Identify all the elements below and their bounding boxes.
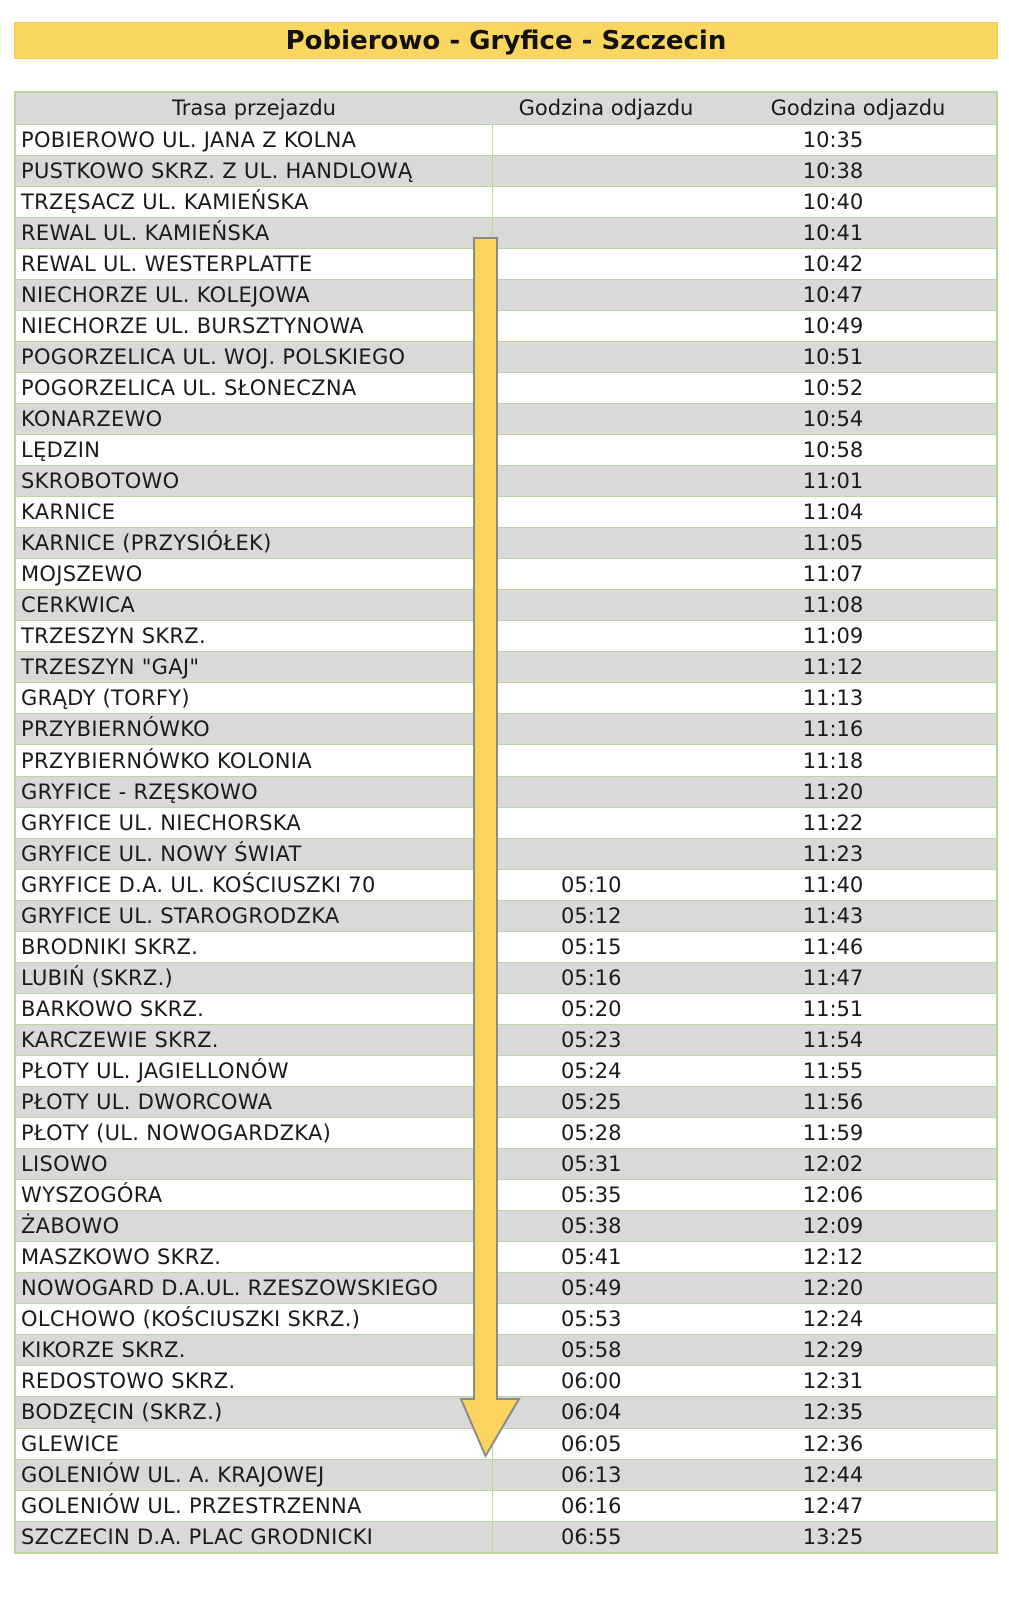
departure-time-2: 10:41: [720, 217, 996, 248]
table-row: [16, 652, 996, 683]
departure-time-1: [492, 714, 720, 745]
departure-time-1: 05:25: [492, 1087, 720, 1118]
stop-name: GRYFICE - RZĘSKOWO: [16, 776, 492, 807]
departure-time-1: [492, 838, 720, 869]
departure-time-1: [492, 652, 720, 683]
stop-name: LĘDZIN: [16, 435, 492, 466]
departure-time-2: 10:49: [720, 310, 996, 341]
departure-time-1: [492, 372, 720, 403]
stop-name: GLEWICE: [16, 1428, 492, 1459]
timetable: [14, 91, 998, 1554]
departure-time-2: 10:40: [720, 186, 996, 217]
departure-time-2: 11:43: [720, 900, 996, 931]
departure-time-2: 12:09: [720, 1211, 996, 1242]
stop-name: KARNICE (PRZYSIÓŁEK): [16, 528, 492, 559]
departure-time-1: 06:00: [492, 1366, 720, 1397]
stop-name: TRZESZYN "GAJ": [16, 652, 492, 683]
departure-time-2: 12:12: [720, 1242, 996, 1273]
departure-time-1: [492, 341, 720, 372]
departure-time-2: 11:07: [720, 559, 996, 590]
stop-name: CERKWICA: [16, 590, 492, 621]
departure-time-2: 11:59: [720, 1118, 996, 1149]
stop-name: PŁOTY UL. DWORCOWA: [16, 1087, 492, 1118]
stop-name: SKROBOTOWO: [16, 466, 492, 497]
departure-time-2: 12:35: [720, 1397, 996, 1428]
departure-time-1: 05:16: [492, 962, 720, 993]
stop-name: POBIEROWO UL. JANA Z KOLNA: [16, 124, 492, 155]
table-row: [16, 1273, 996, 1304]
stop-name: POGORZELICA UL. WOJ. POLSKIEGO: [16, 341, 492, 372]
table-row: [16, 962, 996, 993]
stop-name: BODZĘCIN (SKRZ.): [16, 1397, 492, 1428]
departure-time-1: [492, 403, 720, 434]
stop-name: POGORZELICA UL. SŁONECZNA: [16, 372, 492, 403]
departure-time-2: 11:23: [720, 838, 996, 869]
departure-time-1: 05:53: [492, 1304, 720, 1335]
stop-name: LISOWO: [16, 1149, 492, 1180]
table-row: [16, 124, 996, 155]
timetable-title: Pobierowo - Gryfice - Szczecin: [285, 25, 727, 56]
stop-name: PUSTKOWO SKRZ. Z UL. HANDLOWĄ: [16, 155, 492, 186]
departure-time-2: 12:06: [720, 1180, 996, 1211]
departure-time-1: 05:15: [492, 931, 720, 962]
departure-time-1: [492, 248, 720, 279]
stop-name: PŁOTY UL. JAGIELLONÓW: [16, 1055, 492, 1086]
table-row: [16, 1304, 996, 1335]
departure-time-2: 10:51: [720, 341, 996, 372]
departure-time-2: 11:46: [720, 931, 996, 962]
table-row: [16, 714, 996, 745]
departure-time-2: 11:56: [720, 1087, 996, 1118]
departure-time-2: 11:20: [720, 776, 996, 807]
table-row: [16, 807, 996, 838]
departure-time-2: 12:20: [720, 1273, 996, 1304]
table-row: [16, 155, 996, 186]
header-row: [16, 93, 996, 124]
table-row: [16, 466, 996, 497]
departure-time-1: 05:58: [492, 1335, 720, 1366]
departure-time-1: 05:28: [492, 1118, 720, 1149]
table-row: [16, 1024, 996, 1055]
stop-name: GRYFICE UL. STAROGRODZKA: [16, 900, 492, 931]
departure-time-2: 12:02: [720, 1149, 996, 1180]
departure-time-2: 10:52: [720, 372, 996, 403]
departure-time-1: 05:49: [492, 1273, 720, 1304]
departure-time-2: 11:18: [720, 745, 996, 776]
table-row: [16, 372, 996, 403]
stop-name: KARNICE: [16, 497, 492, 528]
table-row: [16, 776, 996, 807]
table-row: [16, 528, 996, 559]
stop-name: GOLENIÓW UL. PRZESTRZENNA: [16, 1490, 492, 1521]
departure-time-2: 10:42: [720, 248, 996, 279]
departure-time-2: 11:04: [720, 497, 996, 528]
table-row: [16, 217, 996, 248]
table-row: [16, 1366, 996, 1397]
table-row: [16, 1428, 996, 1459]
table-row: [16, 497, 996, 528]
table-row: [16, 186, 996, 217]
departure-time-1: [492, 279, 720, 310]
table-row: [16, 1180, 996, 1211]
departure-time-1: [492, 559, 720, 590]
stop-name: NOWOGARD D.A.UL. RZESZOWSKIEGO: [16, 1273, 492, 1304]
table-row: [16, 931, 996, 962]
departure-time-1: 06:05: [492, 1428, 720, 1459]
stop-name: GRYFICE D.A. UL. KOŚCIUSZKI 70: [16, 869, 492, 900]
stop-name: KIKORZE SKRZ.: [16, 1335, 492, 1366]
stop-name: MOJSZEWO: [16, 559, 492, 590]
stop-name: NIECHORZE UL. KOLEJOWA: [16, 279, 492, 310]
departure-time-2: 11:51: [720, 993, 996, 1024]
stop-name: REWAL UL. WESTERPLATTE: [16, 248, 492, 279]
departure-time-2: 12:36: [720, 1428, 996, 1459]
stop-name: KARCZEWIE SKRZ.: [16, 1024, 492, 1055]
departure-time-2: 11:16: [720, 714, 996, 745]
table-row: [16, 1521, 996, 1552]
departure-time-2: 11:05: [720, 528, 996, 559]
table-row: [16, 838, 996, 869]
departure-time-2: 12:24: [720, 1304, 996, 1335]
departure-time-1: 06:13: [492, 1459, 720, 1490]
stop-name: OLCHOWO (KOŚCIUSZKI SKRZ.): [16, 1304, 492, 1335]
departure-time-2: 12:47: [720, 1490, 996, 1521]
departure-time-1: 05:35: [492, 1180, 720, 1211]
departure-time-1: 05:38: [492, 1211, 720, 1242]
stop-name: GRYFICE UL. NOWY ŚWIAT: [16, 838, 492, 869]
stop-name: GOLENIÓW UL. A. KRAJOWEJ: [16, 1459, 492, 1490]
departure-time-2: 13:25: [720, 1521, 996, 1552]
departure-time-1: [492, 683, 720, 714]
stop-name: GRYFICE UL. NIECHORSKA: [16, 807, 492, 838]
stop-name: ŻABOWO: [16, 1211, 492, 1242]
departure-time-1: [492, 466, 720, 497]
departure-time-2: 10:58: [720, 435, 996, 466]
departure-time-1: 06:16: [492, 1490, 720, 1521]
departure-time-1: 05:10: [492, 869, 720, 900]
departure-time-1: [492, 435, 720, 466]
departure-time-2: 11:47: [720, 962, 996, 993]
table-row: [16, 403, 996, 434]
table-row: [16, 1397, 996, 1428]
departure-time-2: 10:38: [720, 155, 996, 186]
table-row: [16, 1211, 996, 1242]
departure-time-1: 05:20: [492, 993, 720, 1024]
departure-time-1: [492, 310, 720, 341]
stop-name: GRĄDY (TORFY): [16, 683, 492, 714]
stop-name: SZCZECIN D.A. PLAC GRODNICKI: [16, 1521, 492, 1552]
departure-time-2: 12:29: [720, 1335, 996, 1366]
departure-time-2: 11:13: [720, 683, 996, 714]
stop-name: LUBIŃ (SKRZ.): [16, 962, 492, 993]
table-row: [16, 1149, 996, 1180]
departure-time-1: [492, 155, 720, 186]
table-row: [16, 900, 996, 931]
stop-name: BRODNIKI SKRZ.: [16, 931, 492, 962]
stop-name: PŁOTY (UL. NOWOGARDZKA): [16, 1118, 492, 1149]
table-row: [16, 1335, 996, 1366]
departure-time-1: 05:41: [492, 1242, 720, 1273]
stop-name: BARKOWO SKRZ.: [16, 993, 492, 1024]
departure-time-1: [492, 807, 720, 838]
stop-name: REDOSTOWO SKRZ.: [16, 1366, 492, 1397]
table-row: [16, 621, 996, 652]
stop-name: NIECHORZE UL. BURSZTYNOWA: [16, 310, 492, 341]
table-row: [16, 590, 996, 621]
table-row: [16, 1459, 996, 1490]
stop-name: KONARZEWO: [16, 403, 492, 434]
table-row: [16, 1055, 996, 1086]
table-row: [16, 745, 996, 776]
departure-time-1: 05:23: [492, 1024, 720, 1055]
header-departure-2: Godzina odjazdu: [720, 93, 996, 124]
departure-time-2: 11:40: [720, 869, 996, 900]
table-row: [16, 1242, 996, 1273]
departure-time-1: [492, 186, 720, 217]
departure-time-1: [492, 217, 720, 248]
stop-name: PRZYBIERNÓWKO KOLONIA: [16, 745, 492, 776]
table-row: [16, 683, 996, 714]
departure-time-2: 11:22: [720, 807, 996, 838]
departure-time-2: 11:01: [720, 466, 996, 497]
table-row: [16, 310, 996, 341]
departure-time-1: [492, 590, 720, 621]
table-row: [16, 869, 996, 900]
timetable-title-bar: [14, 22, 998, 59]
table-row: [16, 248, 996, 279]
departure-time-1: 05:12: [492, 900, 720, 931]
stop-name: WYSZOGÓRA: [16, 1180, 492, 1211]
departure-time-1: [492, 745, 720, 776]
departure-time-2: 12:31: [720, 1366, 996, 1397]
stop-name: TRZESZYN SKRZ.: [16, 621, 492, 652]
departure-time-2: 12:44: [720, 1459, 996, 1490]
table-row: [16, 435, 996, 466]
table-row: [16, 1087, 996, 1118]
timetable-body: [16, 124, 996, 1552]
departure-time-1: 05:31: [492, 1149, 720, 1180]
table-row: [16, 1118, 996, 1149]
timetable-table: [16, 93, 996, 1552]
table-row: [16, 993, 996, 1024]
departure-time-1: 05:24: [492, 1055, 720, 1086]
header-route: Trasa przejazdu: [16, 93, 492, 124]
table-row: [16, 341, 996, 372]
departure-time-2: 11:55: [720, 1055, 996, 1086]
departure-time-2: 10:47: [720, 279, 996, 310]
departure-time-2: 10:35: [720, 124, 996, 155]
departure-time-2: 11:08: [720, 590, 996, 621]
stop-name: TRZĘSACZ UL. KAMIEŃSKA: [16, 186, 492, 217]
departure-time-1: [492, 776, 720, 807]
departure-time-1: [492, 528, 720, 559]
table-row: [16, 1490, 996, 1521]
departure-time-1: 06:55: [492, 1521, 720, 1552]
departure-time-2: 11:09: [720, 621, 996, 652]
departure-time-2: 11:12: [720, 652, 996, 683]
header-departure-1: Godzina odjazdu: [492, 93, 720, 124]
departure-time-1: [492, 621, 720, 652]
stop-name: MASZKOWO SKRZ.: [16, 1242, 492, 1273]
departure-time-2: 11:54: [720, 1024, 996, 1055]
stop-name: PRZYBIERNÓWKO: [16, 714, 492, 745]
table-row: [16, 279, 996, 310]
departure-time-2: 10:54: [720, 403, 996, 434]
table-row: [16, 559, 996, 590]
departure-time-1: 06:04: [492, 1397, 720, 1428]
stop-name: REWAL UL. KAMIEŃSKA: [16, 217, 492, 248]
departure-time-1: [492, 497, 720, 528]
departure-time-1: [492, 124, 720, 155]
